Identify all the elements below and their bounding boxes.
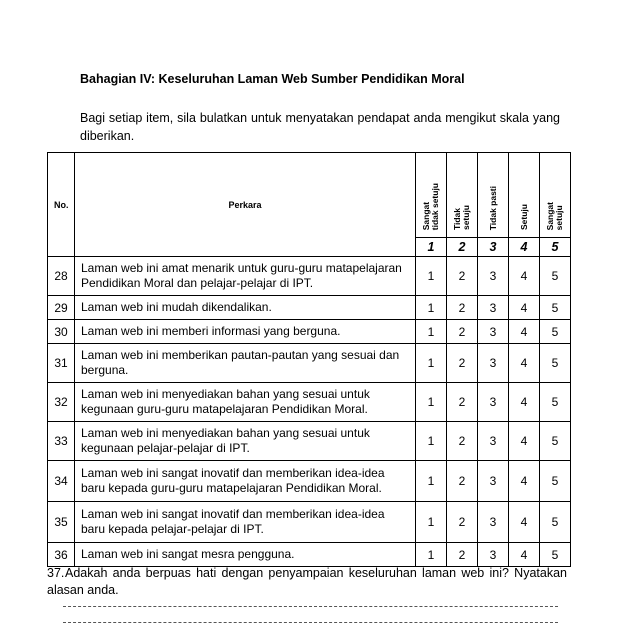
table-row [48,344,571,383]
scale-header-label: Sangat setuju [545,201,564,230]
rating-option-2[interactable]: 2 [447,344,478,383]
rating-option-3[interactable]: 3 [478,296,509,320]
scale-header-4 [509,153,540,238]
rating-option-1[interactable]: 1 [416,422,447,461]
scale-header-2 [447,153,478,238]
scale-number: 5 [540,238,571,257]
rating-option-5[interactable]: 5 [540,422,571,461]
item-text: Laman web ini memberikan pautan-pautan yang sesuai dan berguna. [75,344,416,383]
item-number: 31 [48,344,75,383]
table-row [48,296,571,320]
rating-option-5[interactable]: 5 [540,383,571,422]
table-row [48,502,571,543]
scale-number: 4 [509,238,540,257]
rating-option-1[interactable]: 1 [416,461,447,502]
rating-option-4[interactable]: 4 [509,296,540,320]
rating-option-2[interactable]: 2 [447,383,478,422]
rating-option-5[interactable]: 5 [540,257,571,296]
rating-option-5[interactable]: 5 [540,296,571,320]
item-number: 28 [48,257,75,296]
rating-option-4[interactable]: 4 [509,502,540,543]
rating-option-1[interactable]: 1 [416,543,447,567]
rating-option-1[interactable]: 1 [416,257,447,296]
rating-option-5[interactable]: 5 [540,344,571,383]
question-37 [47,565,567,599]
rating-option-5[interactable]: 5 [540,320,571,344]
rating-option-3[interactable]: 3 [478,320,509,344]
scale-header-label: Tidak pasti [487,185,498,230]
item-number: 33 [48,422,75,461]
item-text: Laman web ini mudah dikendalikan. [75,296,416,320]
item-text: Laman web ini sangat mesra pengguna. [75,543,416,567]
rating-option-3[interactable]: 3 [478,422,509,461]
question-text: Adakah anda berpuas hati dengan penyampaian keseluruhan laman web ini? Nyatakan alasan anda. [47,566,567,597]
rating-option-4[interactable]: 4 [509,257,540,296]
scale-header-label: Setuju [518,204,529,230]
scale-header-label: Tidak setuju [452,204,471,230]
scale-number: 1 [416,238,447,257]
rating-option-4[interactable]: 4 [509,320,540,344]
rating-option-4[interactable]: 4 [509,344,540,383]
scale-number: 2 [447,238,478,257]
rating-option-1[interactable]: 1 [416,320,447,344]
item-text: Laman web ini sangat inovatif dan memberikan idea-idea baru kepada pelajar-pelajar di IPT. [75,502,416,543]
item-text: Laman web ini menyediakan bahan yang sesuai untuk kegunaan guru-guru matapelajaran Pendidikan Moral. [75,383,416,422]
col-perkara-header: Perkara [75,153,416,257]
rating-option-3[interactable]: 3 [478,257,509,296]
rating-option-3[interactable]: 3 [478,344,509,383]
rating-option-3[interactable]: 3 [478,461,509,502]
rating-option-4[interactable]: 4 [509,461,540,502]
instruction-text: Bagi setiap item, sila bulatkan untuk menyatakan pendapat anda mengikut skala yang diberikan. [80,111,560,143]
rating-option-2[interactable]: 2 [447,320,478,344]
col-no-header: No. [48,153,75,257]
scale-header-1 [416,153,447,238]
rating-option-1[interactable]: 1 [416,344,447,383]
table-row [48,320,571,344]
answer-line[interactable] [63,622,558,623]
rating-option-3[interactable]: 3 [478,543,509,567]
item-text: Laman web ini memberi informasi yang berguna. [75,320,416,344]
scale-header-label: Sangat tidak setuju [421,182,440,230]
rating-option-5[interactable]: 5 [540,543,571,567]
table-row [48,257,571,296]
rating-option-2[interactable]: 2 [447,422,478,461]
rating-option-3[interactable]: 3 [478,383,509,422]
rating-option-2[interactable]: 2 [447,502,478,543]
table-row [48,422,571,461]
item-text: Laman web ini menyediakan bahan yang sesuai untuk kegunaan pelajar-pelajar di IPT. [75,422,416,461]
rating-option-1[interactable]: 1 [416,502,447,543]
header-row [48,153,571,238]
rating-option-1[interactable]: 1 [416,383,447,422]
item-text: Laman web ini amat menarik untuk guru-guru matapelajaran Pendidikan Moral dan pelajar-pelajar di IPT. [75,257,416,296]
rating-option-2[interactable]: 2 [447,257,478,296]
scale-header-5 [540,153,571,238]
item-number: 30 [48,320,75,344]
rating-option-4[interactable]: 4 [509,422,540,461]
rating-option-2[interactable]: 2 [447,543,478,567]
table-row [48,383,571,422]
rating-option-5[interactable]: 5 [540,461,571,502]
rating-option-4[interactable]: 4 [509,383,540,422]
section-title: Bahagian IV: Keseluruhan Laman Web Sumber Pendidikan Moral [80,72,465,86]
rating-option-4[interactable]: 4 [509,543,540,567]
item-text: Laman web ini sangat inovatif dan memberikan idea-idea baru kepada guru-guru matapelajaran Pendidikan Moral. [75,461,416,502]
item-number: 35 [48,502,75,543]
item-number: 36 [48,543,75,567]
rating-option-5[interactable]: 5 [540,502,571,543]
rating-option-3[interactable]: 3 [478,502,509,543]
item-number: 29 [48,296,75,320]
rating-option-2[interactable]: 2 [447,296,478,320]
scale-number: 3 [478,238,509,257]
item-number: 32 [48,383,75,422]
table-row [48,543,571,567]
rating-table [47,152,571,567]
rating-option-2[interactable]: 2 [447,461,478,502]
answer-line[interactable] [63,606,558,607]
item-number: 34 [48,461,75,502]
table-row [48,461,571,502]
question-number: 37. [47,566,65,580]
scale-header-3 [478,153,509,238]
rating-option-1[interactable]: 1 [416,296,447,320]
